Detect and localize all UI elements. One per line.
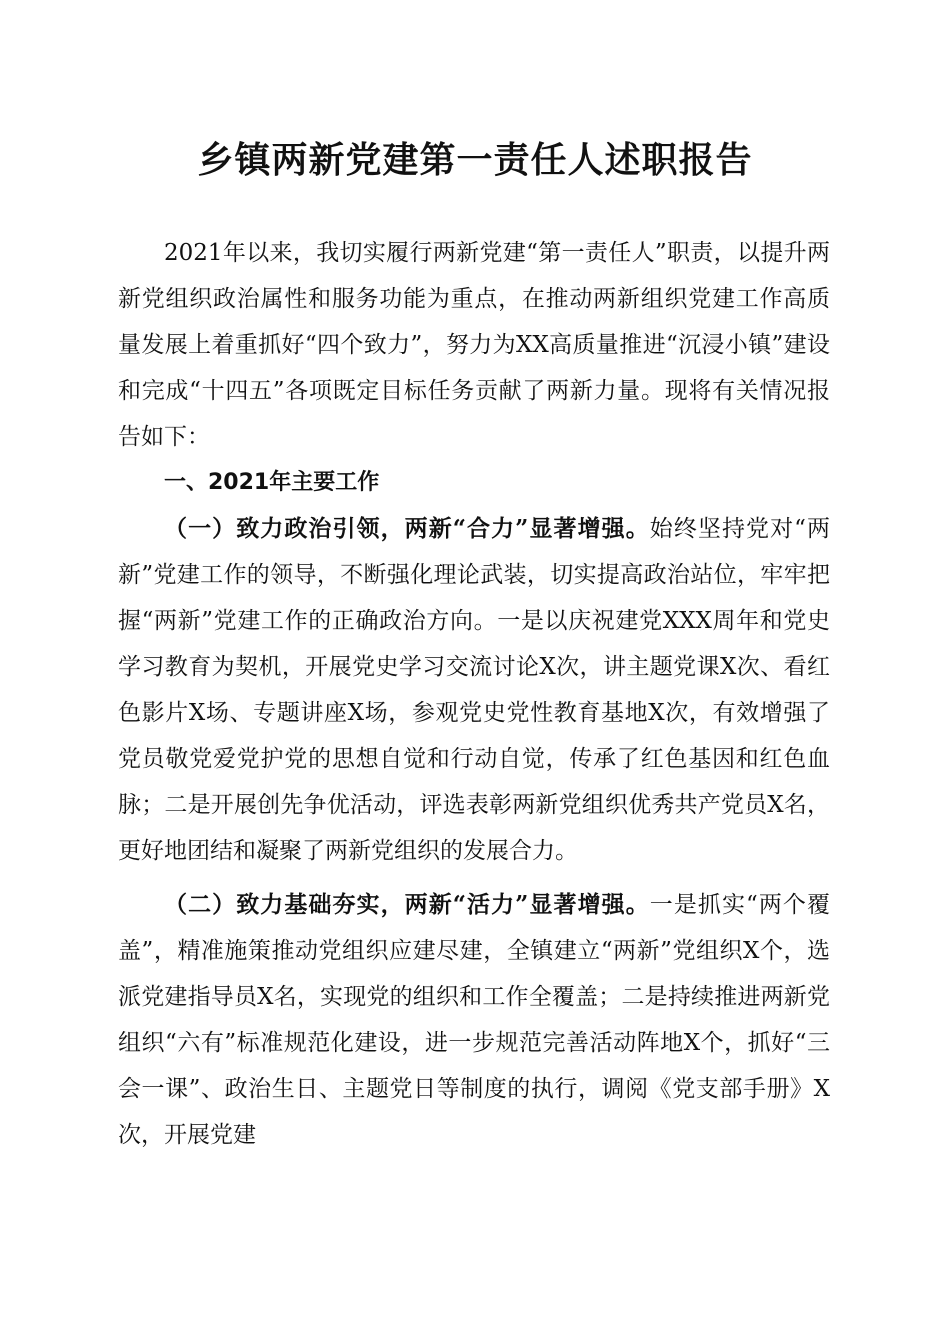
document-title: 乡镇两新党建第一责任人述职报告 bbox=[197, 139, 753, 181]
paragraph-2-lead: （二）致力基础夯实，两新“活力”显著增强。 bbox=[164, 891, 650, 918]
document-body bbox=[118, 230, 830, 1158]
paragraph-2-body: 一是抓实“两个覆盖”，精准施策推动党组织应建尽建，全镇建立“两新”党组织X个，选派党建指导员X名，实现党的组织和工作全覆盖；二是持续推进两新党组织“六有”标准规范化建设，进一步规范完善活动阵地X个，抓好“三会一课”、政治生日、主题党日等制度的执行，调阅《党支部手册》X次，开展党建 bbox=[118, 892, 830, 1148]
section-heading-1: 一、2021年主要工作 bbox=[164, 470, 380, 495]
paragraph-1-body: 始终坚持党对“两新”党建工作的领导，不断强化理论武装，切实提高政治站位，牢牢把握“两新”党建工作的正确政治方向。一是以庆祝建党XXX周年和党史学习教育为契机，开展党史学习交流讨论X次，讲主题党课X次、看红色影片X场、专题讲座X场，参观党史党性教育基地X次，有效增强了党员敬党爱党护党的思想自觉和行动自觉，传承了红色基因和红色血脉；二是开展创先争优活动，评选表彰两新党组织优秀共产党员X名，更好地团结和凝聚了两新党组织的发展合力。 bbox=[118, 516, 830, 864]
intro-paragraph: 2021年以来，我切实履行两新党建“第一责任人”职责，以提升两新党组织政治属性和服务功能为重点，在推动两新组织党建工作高质量发展上着重抓好“四个致力”，努力为XX高质量推进“沉浸小镇”建设和完成“十四五”各项既定目标任务贡献了两新力量。现将有关情况报告如下： bbox=[118, 240, 830, 450]
paragraph-1-lead: （一）致力政治引领，两新“合力”显著增强。 bbox=[164, 515, 650, 542]
paragraph-1 bbox=[118, 506, 830, 874]
paragraph-2 bbox=[118, 882, 830, 1158]
